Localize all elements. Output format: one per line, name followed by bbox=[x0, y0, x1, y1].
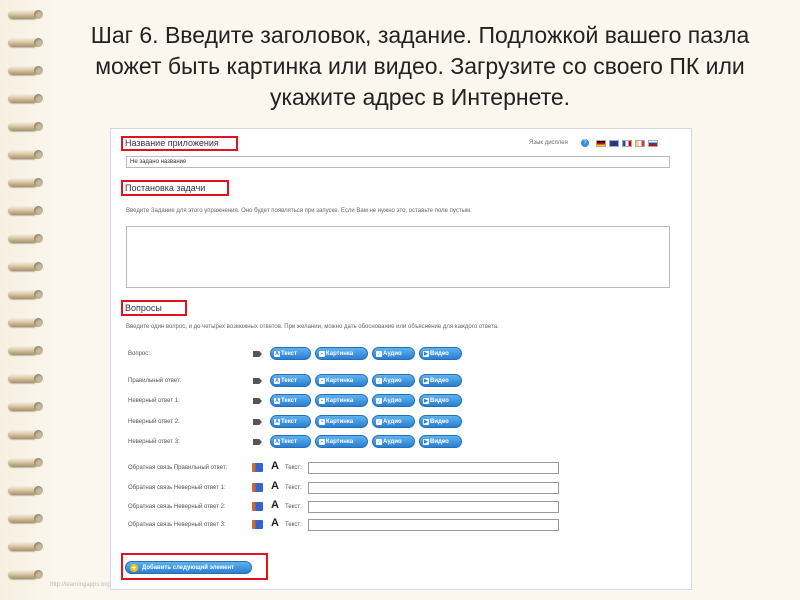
add-button-label: Добавить следующий элемент bbox=[142, 565, 235, 571]
audio-icon: ♪ bbox=[377, 398, 381, 404]
button-label: Текст bbox=[281, 351, 297, 357]
text-format-icon[interactable]: A bbox=[271, 460, 279, 472]
button-label: Видео bbox=[430, 378, 449, 384]
spiral-hole bbox=[34, 94, 43, 103]
audio-icon: ♪ bbox=[377, 378, 381, 384]
feedback-text-label: Текст: bbox=[285, 465, 302, 471]
picture-icon: ▪ bbox=[319, 439, 325, 445]
questions-hint: Введите один вопрос, и до четырех возможных ответов. При желании, можно дать обоснование или объяснение для каждого ответа. bbox=[126, 324, 499, 330]
row-label: Неверный ответ 3: bbox=[128, 439, 180, 445]
marker-icon bbox=[253, 419, 262, 425]
flag-ru-icon[interactable] bbox=[648, 140, 658, 147]
feedback-input[interactable] bbox=[308, 501, 559, 513]
audio-icon: ♪ bbox=[377, 439, 381, 445]
audio-icon: ♪ bbox=[377, 419, 381, 425]
button-label: Текст bbox=[281, 439, 297, 445]
text-button[interactable] bbox=[270, 435, 311, 448]
text-icon: A bbox=[275, 439, 279, 445]
button-label: Картинка bbox=[326, 378, 354, 384]
app-screenshot bbox=[110, 128, 692, 590]
button-label: Текст bbox=[281, 419, 297, 425]
video-button[interactable] bbox=[419, 394, 462, 407]
text-format-icon[interactable]: A bbox=[271, 517, 279, 529]
audio-button[interactable] bbox=[372, 435, 415, 448]
spiral-hole bbox=[34, 570, 43, 579]
button-label: Видео bbox=[430, 398, 449, 404]
button-label: Текст bbox=[281, 378, 297, 384]
row-label: Вопрос: bbox=[128, 351, 150, 357]
button-label: Текст bbox=[281, 398, 297, 404]
spiral-hole bbox=[34, 10, 43, 19]
feedback-label: Обратная связь Неверный ответ 3: bbox=[128, 522, 226, 528]
flag-de-icon[interactable] bbox=[596, 140, 606, 147]
questions-section-title: Вопросы bbox=[125, 303, 162, 313]
spiral-hole bbox=[34, 374, 43, 383]
button-label: Картинка bbox=[326, 419, 354, 425]
button-label: Видео bbox=[430, 439, 449, 445]
picture-button[interactable] bbox=[315, 374, 368, 387]
feedback-icon bbox=[252, 502, 263, 511]
button-label: Аудио bbox=[383, 351, 402, 357]
spiral-hole bbox=[34, 178, 43, 187]
slide-title: Шаг 6. Введите заголовок, задание. Подложкой вашего пазла может быть картинка или видео. Загрузите со своего ПК или укажите адрес в Интернете. bbox=[90, 22, 750, 110]
video-icon: ▶ bbox=[424, 378, 428, 384]
text-icon: A bbox=[275, 378, 279, 384]
text-button[interactable] bbox=[270, 415, 311, 428]
spiral-hole bbox=[34, 38, 43, 47]
row-label: Неверный ответ 2: bbox=[128, 419, 180, 425]
feedback-input[interactable] bbox=[308, 482, 559, 494]
picture-button[interactable] bbox=[315, 435, 368, 448]
add-next-element-button[interactable] bbox=[125, 561, 252, 574]
spiral-hole bbox=[34, 514, 43, 523]
feedback-icon bbox=[252, 463, 263, 472]
text-icon: A bbox=[275, 398, 279, 404]
button-label: Видео bbox=[430, 351, 449, 357]
button-label: Аудио bbox=[383, 378, 402, 384]
feedback-input[interactable] bbox=[308, 462, 559, 474]
audio-button[interactable] bbox=[372, 347, 415, 360]
flag-fr-icon[interactable] bbox=[622, 140, 632, 147]
text-format-icon[interactable]: A bbox=[271, 499, 279, 511]
spiral-hole bbox=[34, 486, 43, 495]
spiral-hole bbox=[34, 458, 43, 467]
flag-gb-icon[interactable] bbox=[609, 140, 619, 147]
spiral-hole bbox=[34, 206, 43, 215]
feedback-text-label: Текст: bbox=[285, 485, 302, 491]
video-button[interactable] bbox=[419, 415, 462, 428]
picture-button[interactable] bbox=[315, 347, 368, 360]
flag-es-icon[interactable] bbox=[635, 140, 645, 147]
text-button[interactable] bbox=[270, 394, 311, 407]
marker-icon bbox=[253, 398, 262, 404]
audio-button[interactable] bbox=[372, 415, 415, 428]
spiral-hole bbox=[34, 542, 43, 551]
spiral-hole bbox=[34, 318, 43, 327]
name-section-title: Название приложения bbox=[125, 138, 219, 148]
feedback-icon bbox=[252, 483, 263, 492]
task-section-title: Постановка задачи bbox=[125, 183, 206, 193]
button-label: Картинка bbox=[326, 351, 354, 357]
help-icon[interactable]: ? bbox=[581, 139, 589, 147]
spiral-hole bbox=[34, 234, 43, 243]
spiral-hole bbox=[34, 66, 43, 75]
spiral-binding bbox=[0, 0, 56, 600]
language-label: Язык дисплея bbox=[529, 140, 568, 146]
video-button[interactable] bbox=[419, 374, 462, 387]
feedback-text-label: Текст: bbox=[285, 504, 302, 510]
spiral-hole bbox=[34, 430, 43, 439]
button-label: Аудио bbox=[383, 398, 402, 404]
button-label: Аудио bbox=[383, 419, 402, 425]
button-label: Видео bbox=[430, 419, 449, 425]
video-icon: ▶ bbox=[424, 439, 428, 445]
picture-icon: ▪ bbox=[319, 398, 325, 404]
button-label: Аудио bbox=[383, 439, 402, 445]
feedback-label: Обратная связь Неверный ответ 1: bbox=[128, 485, 226, 491]
text-button[interactable] bbox=[270, 347, 311, 360]
audio-button[interactable] bbox=[372, 394, 415, 407]
plus-icon: + bbox=[131, 563, 137, 572]
feedback-icon bbox=[252, 520, 263, 529]
picture-icon: ▪ bbox=[319, 378, 325, 384]
picture-button[interactable] bbox=[315, 394, 368, 407]
marker-icon bbox=[253, 351, 262, 357]
spiral-hole bbox=[34, 262, 43, 271]
app-name-input[interactable]: Не задано название bbox=[126, 156, 670, 168]
text-icon: A bbox=[275, 419, 279, 425]
button-label: Картинка bbox=[326, 439, 354, 445]
spiral-hole bbox=[34, 290, 43, 299]
task-hint: Введите Задание для этого упражнения. Оно будет появляться при запуске. Если Вам не нужно это, оставьте поле пустым. bbox=[126, 208, 472, 214]
task-textarea[interactable] bbox=[126, 226, 670, 288]
spiral-hole bbox=[34, 346, 43, 355]
video-icon: ▶ bbox=[424, 351, 428, 357]
text-format-icon[interactable]: A bbox=[271, 480, 279, 492]
audio-icon: ♪ bbox=[377, 351, 381, 357]
video-icon: ▶ bbox=[424, 398, 428, 404]
audio-button[interactable] bbox=[372, 374, 415, 387]
marker-icon bbox=[253, 378, 262, 384]
footer-url: http://learningapps.org bbox=[50, 582, 110, 588]
feedback-label: Обратная связь Правильный ответ: bbox=[128, 465, 228, 471]
picture-icon: ▪ bbox=[319, 419, 325, 425]
spiral-hole bbox=[34, 150, 43, 159]
feedback-label: Обратная связь Неверный ответ 2: bbox=[128, 504, 226, 510]
video-button[interactable] bbox=[419, 435, 462, 448]
text-icon: A bbox=[275, 351, 279, 357]
row-label: Неверный ответ 1: bbox=[128, 398, 180, 404]
picture-button[interactable] bbox=[315, 415, 368, 428]
spiral-hole bbox=[34, 402, 43, 411]
feedback-text-label: Текст: bbox=[285, 522, 302, 528]
button-label: Картинка bbox=[326, 398, 354, 404]
row-label: Правильный ответ: bbox=[128, 378, 182, 384]
picture-icon: ▪ bbox=[319, 351, 325, 357]
feedback-input[interactable] bbox=[308, 519, 559, 531]
spiral-hole bbox=[34, 122, 43, 131]
marker-icon bbox=[253, 439, 262, 445]
video-icon: ▶ bbox=[424, 419, 428, 425]
video-button[interactable] bbox=[419, 347, 462, 360]
text-button[interactable] bbox=[270, 374, 311, 387]
